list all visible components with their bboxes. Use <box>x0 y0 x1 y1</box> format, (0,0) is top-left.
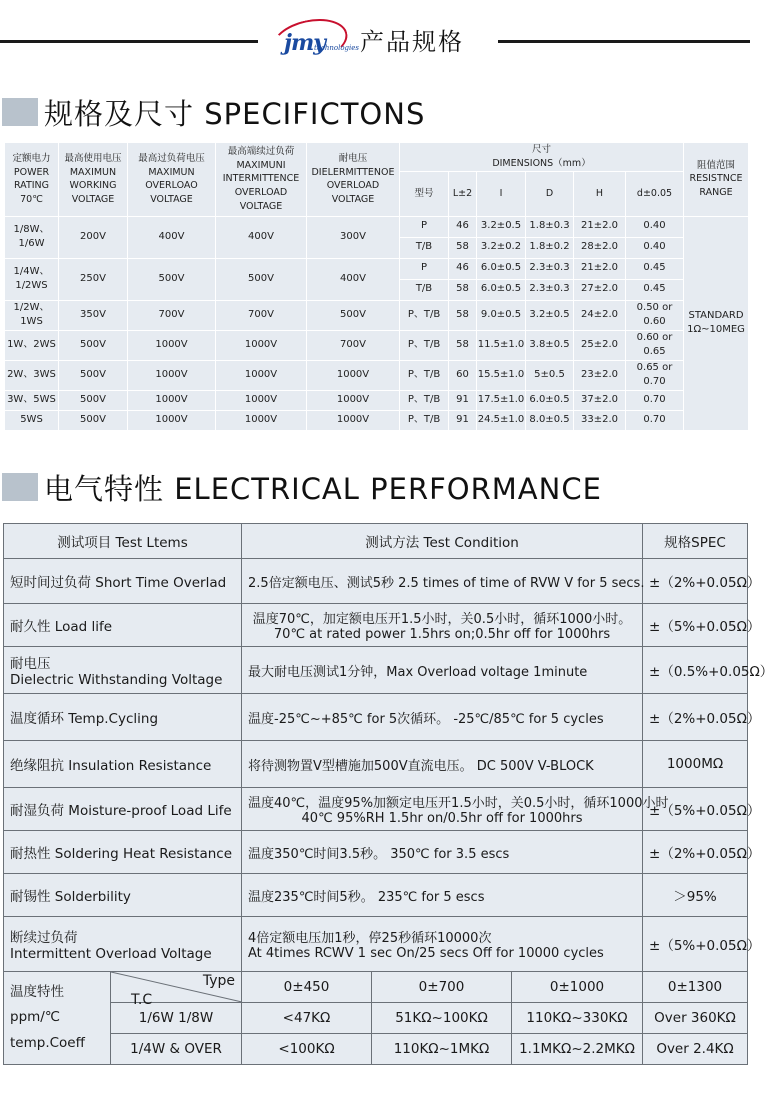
spec-cell-d: 1.8±0.2 <box>526 237 574 258</box>
spec-cell-dielectric: 400V <box>307 258 400 300</box>
tc-row-label: 1/6W 1/8W <box>111 1003 242 1034</box>
spec-row <box>5 300 749 330</box>
spec-cell-dd: 0.70 <box>626 390 684 410</box>
spec-cell-l: 91 <box>449 390 477 410</box>
spec-row <box>5 410 749 430</box>
spec-cell-rating: 5WS <box>5 410 59 430</box>
spec-cell-resistance-range: STANDARD 1Ω~10MEG <box>684 216 749 430</box>
perf-row <box>4 604 748 647</box>
spec-cell-l: 58 <box>449 279 477 300</box>
spec-cell-rating: 1/4W、 1/2WS <box>5 258 59 300</box>
spec-cell-overload: 400V <box>128 216 216 258</box>
spec-cell-rating: 3W、5WS <box>5 390 59 410</box>
spec-cell-intermittent: 1000V <box>216 330 307 360</box>
spec-row <box>5 258 749 279</box>
col-header-intermittent-voltage: 最高端续过负荷 MAXIMUNI INTERMITTENCE OVERLOAD VOLTAGE <box>216 143 307 217</box>
tc-header-row <box>4 972 748 1003</box>
col-header-i: I <box>477 171 526 216</box>
spec-cell-l: 58 <box>449 330 477 360</box>
perf-row <box>4 741 748 788</box>
tc-label: 温度特性 ppm/℃ temp.Coeff <box>4 972 111 1065</box>
spec-cell-working: 500V <box>59 360 128 390</box>
perf-cell-item: 耐久性 Load life <box>4 604 242 647</box>
spec-cell-h: 37±2.0 <box>574 390 626 410</box>
spec-cell-d: 8.0±0.5 <box>526 410 574 430</box>
perf-cell-condition: 温度235℃时间5秒。 235℃ for 5 escs <box>242 874 643 917</box>
perf-cell-condition: 温度40℃，温度95%加额定电压开1.5小时，关0.5小时，循环1000小时 40℃ 95%RH 1.5hr on/0.5hr off for 1000hrs <box>242 788 643 831</box>
spec-cell-d: 2.3±0.3 <box>526 258 574 279</box>
spec-cell-intermittent: 700V <box>216 300 307 330</box>
perf-section-heading <box>2 465 602 509</box>
perf-cell-item: 断续过负荷 Intermittent Overload Voltage <box>4 917 242 972</box>
perf-row <box>4 831 748 874</box>
spec-section-title: 规格及尺寸 SPECIFICTONS <box>44 96 426 131</box>
col-header-h: H <box>574 171 626 216</box>
spec-row <box>5 360 749 390</box>
spec-cell-rating: 1/2W、1WS <box>5 300 59 330</box>
perf-cell-condition: 温度70℃，加定额电压开1.5小时，关0.5小时，循环1000小时。 70℃ at rated power 1.5hrs on;0.5hr off for 1000hrs <box>242 604 643 647</box>
spec-table <box>4 142 749 431</box>
tc-value: <100KΩ <box>242 1034 372 1065</box>
col-header-type: 型号 <box>400 171 449 216</box>
spec-cell-overload: 1000V <box>128 330 216 360</box>
spec-cell-type: T/B <box>400 279 449 300</box>
col-header-test-condition: 测试方法 Test Condition <box>242 524 643 559</box>
col-header-dimensions: 尺寸 DIMENSIONS（mm） <box>400 143 684 172</box>
spec-header-row <box>5 143 749 172</box>
spec-cell-rating: 1/8W、1/6W <box>5 216 59 258</box>
spec-cell-working: 500V <box>59 390 128 410</box>
col-header-test-item: 测试项目 Test Ltems <box>4 524 242 559</box>
spec-cell-h: 33±2.0 <box>574 410 626 430</box>
tc-row <box>4 1003 748 1034</box>
section-marker-icon <box>2 98 38 126</box>
spec-cell-dd: 0.45 <box>626 279 684 300</box>
spec-cell-intermittent: 400V <box>216 216 307 258</box>
perf-cell-spec: ±（2%+0.05Ω） <box>643 694 748 741</box>
spec-cell-h: 24±2.0 <box>574 300 626 330</box>
tc-range-header: 0±450 <box>242 972 372 1003</box>
spec-cell-type: P、T/B <box>400 390 449 410</box>
section-marker-icon <box>2 473 38 501</box>
page-title: 产品规格 <box>360 28 464 56</box>
tc-type-label: Type <box>202 973 236 989</box>
perf-cell-condition: 2.5倍定额电压、测试5秒 2.5 times of time of RVW V for 5 secs. <box>242 559 643 604</box>
tc-value: 110KΩ~330KΩ <box>512 1003 643 1034</box>
spec-cell-type: P <box>400 216 449 237</box>
perf-cell-spec: ±（0.5%+0.05Ω） <box>643 647 748 694</box>
col-header-rating: 定额电力 POWER RATING 70℃ <box>5 143 59 217</box>
spec-cell-intermittent: 1000V <box>216 390 307 410</box>
perf-section-title: 电气特性 ELECTRICAL PERFORMANCE <box>44 471 602 506</box>
spec-cell-working: 350V <box>59 300 128 330</box>
spec-cell-i: 11.5±1.0 <box>477 330 526 360</box>
perf-cell-item: 绝缘阻抗 Insulation Resistance <box>4 741 242 788</box>
spec-cell-i: 9.0±0.5 <box>477 300 526 330</box>
spec-cell-rating: 2W、3WS <box>5 360 59 390</box>
brand-logo <box>270 18 360 62</box>
tc-row <box>4 1034 748 1065</box>
spec-cell-dielectric: 500V <box>307 300 400 330</box>
perf-cell-spec: ±（5%+0.05Ω） <box>643 604 748 647</box>
spec-cell-dielectric: 1000V <box>307 410 400 430</box>
spec-cell-working: 500V <box>59 330 128 360</box>
perf-cell-spec: ＞95% <box>643 874 748 917</box>
logo-subtext: technologies <box>314 44 360 52</box>
col-header-dd: d±0.05 <box>626 171 684 216</box>
header-rule-right <box>498 40 750 43</box>
spec-cell-i: 15.5±1.0 <box>477 360 526 390</box>
logo-text: jmy <box>284 30 326 56</box>
perf-row <box>4 647 748 694</box>
col-header-d: D <box>526 171 574 216</box>
spec-row <box>5 330 749 360</box>
spec-cell-h: 23±2.0 <box>574 360 626 390</box>
tc-value: Over 2.4KΩ <box>643 1034 748 1065</box>
spec-cell-type: T/B <box>400 237 449 258</box>
spec-row <box>5 216 749 237</box>
perf-row <box>4 788 748 831</box>
perf-cell-condition: 将待测物置V型槽施加500V直流电压。 DC 500V V-BLOCK <box>242 741 643 788</box>
spec-cell-l: 58 <box>449 237 477 258</box>
perf-cell-item: 短时间过负荷 Short Time Overlad <box>4 559 242 604</box>
spec-cell-type: P、T/B <box>400 300 449 330</box>
spec-cell-dielectric: 700V <box>307 330 400 360</box>
perf-cell-spec: ±（5%+0.05Ω） <box>643 788 748 831</box>
spec-cell-dielectric: 1000V <box>307 360 400 390</box>
spec-cell-l: 46 <box>449 258 477 279</box>
spec-cell-i: 6.0±0.5 <box>477 258 526 279</box>
perf-cell-spec: 1000MΩ <box>643 741 748 788</box>
spec-cell-i: 6.0±0.5 <box>477 279 526 300</box>
tc-value: 110KΩ~1MKΩ <box>372 1034 512 1065</box>
col-header-working-voltage: 最高使用电压 MAXIMUN WORKING VOLTAGE <box>59 143 128 217</box>
perf-cell-condition: 温度350℃时间3.5秒。 350℃ for 3.5 escs <box>242 831 643 874</box>
perf-row <box>4 874 748 917</box>
spec-cell-l: 60 <box>449 360 477 390</box>
spec-cell-type: P <box>400 258 449 279</box>
col-header-dielectric: 耐电压 DIELERMITTENOE OVERLOAD VOLTAGE <box>307 143 400 217</box>
spec-cell-d: 2.3±0.3 <box>526 279 574 300</box>
spec-cell-l: 46 <box>449 216 477 237</box>
spec-cell-d: 3.8±0.5 <box>526 330 574 360</box>
perf-row <box>4 917 748 972</box>
tc-diagonal-header <box>111 972 242 1008</box>
perf-cell-condition: 4倍定额电压加1秒，停25秒循环10000次 At 4times RCWV 1 sec On/25 secs Off for 10000 cycles <box>242 917 643 972</box>
spec-cell-dd: 0.70 <box>626 410 684 430</box>
perf-cell-condition: 最大耐电压测试1分钟，Max Overload voltage 1minute <box>242 647 643 694</box>
spec-cell-i: 17.5±1.0 <box>477 390 526 410</box>
spec-cell-d: 5±0.5 <box>526 360 574 390</box>
col-header-spec: 规格SPEC <box>643 524 748 559</box>
header-rule-left <box>0 40 258 43</box>
perf-cell-condition: 温度-25℃~+85℃ for 5次循环。 -25℃/85℃ for 5 cycles <box>242 694 643 741</box>
spec-cell-rating: 1W、2WS <box>5 330 59 360</box>
perf-row <box>4 559 748 604</box>
spec-cell-h: 21±2.0 <box>574 258 626 279</box>
col-header-resistance: 阻值范围 RESISTNCE RANGE <box>684 143 749 217</box>
spec-cell-h: 21±2.0 <box>574 216 626 237</box>
spec-cell-type: P、T/B <box>400 360 449 390</box>
performance-table <box>3 523 773 1065</box>
spec-cell-dd: 0.40 <box>626 216 684 237</box>
spec-cell-type: P、T/B <box>400 330 449 360</box>
spec-cell-overload: 500V <box>128 258 216 300</box>
perf-cell-item: 耐电压 Dielectric Withstanding Voltage <box>4 647 242 694</box>
spec-cell-overload: 1000V <box>128 360 216 390</box>
spec-cell-dd: 0.65 or 0.70 <box>626 360 684 390</box>
perf-cell-spec: ±（2%+0.05Ω） <box>643 559 748 604</box>
spec-cell-overload: 1000V <box>128 410 216 430</box>
spec-cell-i: 3.2±0.2 <box>477 237 526 258</box>
spec-cell-dielectric: 1000V <box>307 390 400 410</box>
spec-cell-intermittent: 1000V <box>216 410 307 430</box>
spec-cell-dd: 0.45 <box>626 258 684 279</box>
tc-value: <47KΩ <box>242 1003 372 1034</box>
tc-range-header: 0±700 <box>372 972 512 1003</box>
spec-cell-d: 1.8±0.3 <box>526 216 574 237</box>
spec-cell-d: 6.0±0.5 <box>526 390 574 410</box>
spec-cell-h: 27±2.0 <box>574 279 626 300</box>
spec-cell-working: 250V <box>59 258 128 300</box>
perf-cell-spec: ±（5%+0.05Ω） <box>643 917 748 972</box>
tc-value: Over 360KΩ <box>643 1003 748 1034</box>
perf-cell-item: 耐锡性 Solderbility <box>4 874 242 917</box>
spec-cell-h: 25±2.0 <box>574 330 626 360</box>
spec-cell-intermittent: 1000V <box>216 360 307 390</box>
tc-tc-label: T.C <box>131 992 153 1008</box>
perf-cell-item: 温度循环 Temp.Cycling <box>4 694 242 741</box>
spec-cell-dd: 0.60 or 0.65 <box>626 330 684 360</box>
spec-cell-d: 3.2±0.5 <box>526 300 574 330</box>
perf-cell-item: 耐热性 Soldering Heat Resistance <box>4 831 242 874</box>
spec-section-heading <box>2 90 425 134</box>
col-header-overload-voltage: 最高过负荷电压 MAXIMUN OVERLOAO VOLTAGE <box>128 143 216 217</box>
col-header-l: L±2 <box>449 171 477 216</box>
spec-cell-type: P、T/B <box>400 410 449 430</box>
spec-cell-intermittent: 500V <box>216 258 307 300</box>
spec-cell-i: 24.5±1.0 <box>477 410 526 430</box>
perf-cell-item: 耐湿负荷 Moisture-proof Load Life <box>4 788 242 831</box>
spec-cell-dd: 0.50 or 0.60 <box>626 300 684 330</box>
page-header <box>0 14 750 66</box>
tc-row-label: 1/4W & OVER <box>111 1034 242 1065</box>
spec-cell-l: 58 <box>449 300 477 330</box>
spec-cell-working: 200V <box>59 216 128 258</box>
tc-value: 1.1MKΩ~2.2MKΩ <box>512 1034 643 1065</box>
spec-cell-dd: 0.40 <box>626 237 684 258</box>
spec-cell-h: 28±2.0 <box>574 237 626 258</box>
tc-range-header: 0±1000 <box>512 972 643 1003</box>
spec-cell-l: 91 <box>449 410 477 430</box>
perf-header-row <box>4 524 748 559</box>
spec-cell-overload: 1000V <box>128 390 216 410</box>
perf-cell-spec: ±（2%+0.05Ω） <box>643 831 748 874</box>
perf-row <box>4 694 748 741</box>
spec-cell-working: 500V <box>59 410 128 430</box>
spec-cell-dielectric: 300V <box>307 216 400 258</box>
tc-value: 51KΩ~100KΩ <box>372 1003 512 1034</box>
spec-cell-i: 3.2±0.5 <box>477 216 526 237</box>
tc-range-header: 0±1300 <box>643 972 748 1003</box>
spec-row <box>5 390 749 410</box>
spec-cell-overload: 700V <box>128 300 216 330</box>
